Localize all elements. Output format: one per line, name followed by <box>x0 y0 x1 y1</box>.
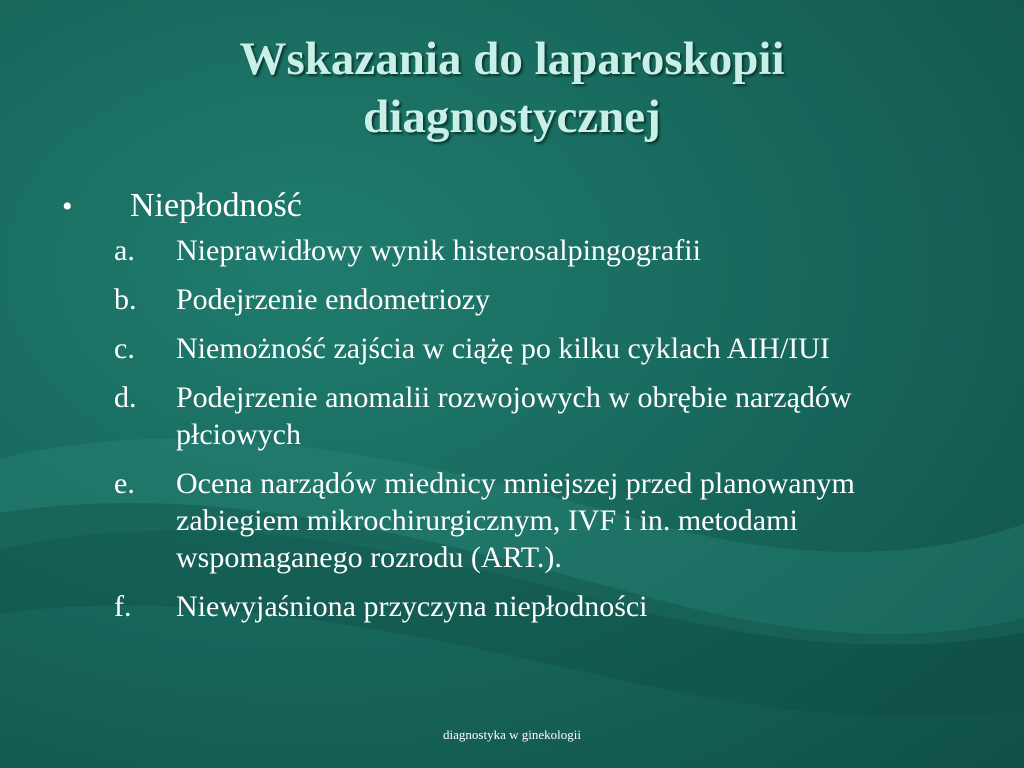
sub-list <box>60 232 980 625</box>
list-item <box>60 588 980 625</box>
list-item-marker: b. <box>114 283 137 316</box>
list-item <box>60 330 980 367</box>
list-item-marker: a. <box>114 234 135 267</box>
list-item-marker: f. <box>114 590 132 623</box>
bullet-dot-icon: • <box>62 190 73 223</box>
bullet-item <box>60 185 980 228</box>
list-item-marker: d. <box>114 381 137 414</box>
list-item-text: Podejrzenie endometriozy <box>176 283 491 316</box>
slide-title-line-2: diagnostycznej <box>363 91 661 143</box>
bullet-text: Niepłodność <box>130 187 302 224</box>
list-item-text: Niewyjaśniona przyczyna niepłodności <box>176 590 648 623</box>
list-item <box>60 232 980 269</box>
list-item-text: Niemożność zajścia w ciążę po kilku cyklach AIH/IUI <box>176 332 830 365</box>
list-item <box>60 379 980 453</box>
list-item-marker: c. <box>114 332 135 365</box>
slide-footer: diagnostyka w ginekologii <box>443 727 581 742</box>
slide-content <box>60 185 980 637</box>
list-item-text: Nieprawidłowy wynik histerosalpingografii <box>176 234 701 267</box>
list-item <box>60 465 980 576</box>
list-item-marker: e. <box>114 467 135 500</box>
slide-title <box>40 30 984 146</box>
list-item <box>60 281 980 318</box>
list-item-text: Ocena narządów miednicy mniejszej przed planowanym zabiegiem mikrochirurgicznym, IVF i in. metodami wspomaganego rozrodu (ART.). <box>176 467 855 574</box>
list-item-text: Podejrzenie anomalii rozwojowych w obrębie narządów płciowych <box>176 381 852 451</box>
slide-title-line-1: Wskazania do laparoskopii <box>239 33 785 85</box>
